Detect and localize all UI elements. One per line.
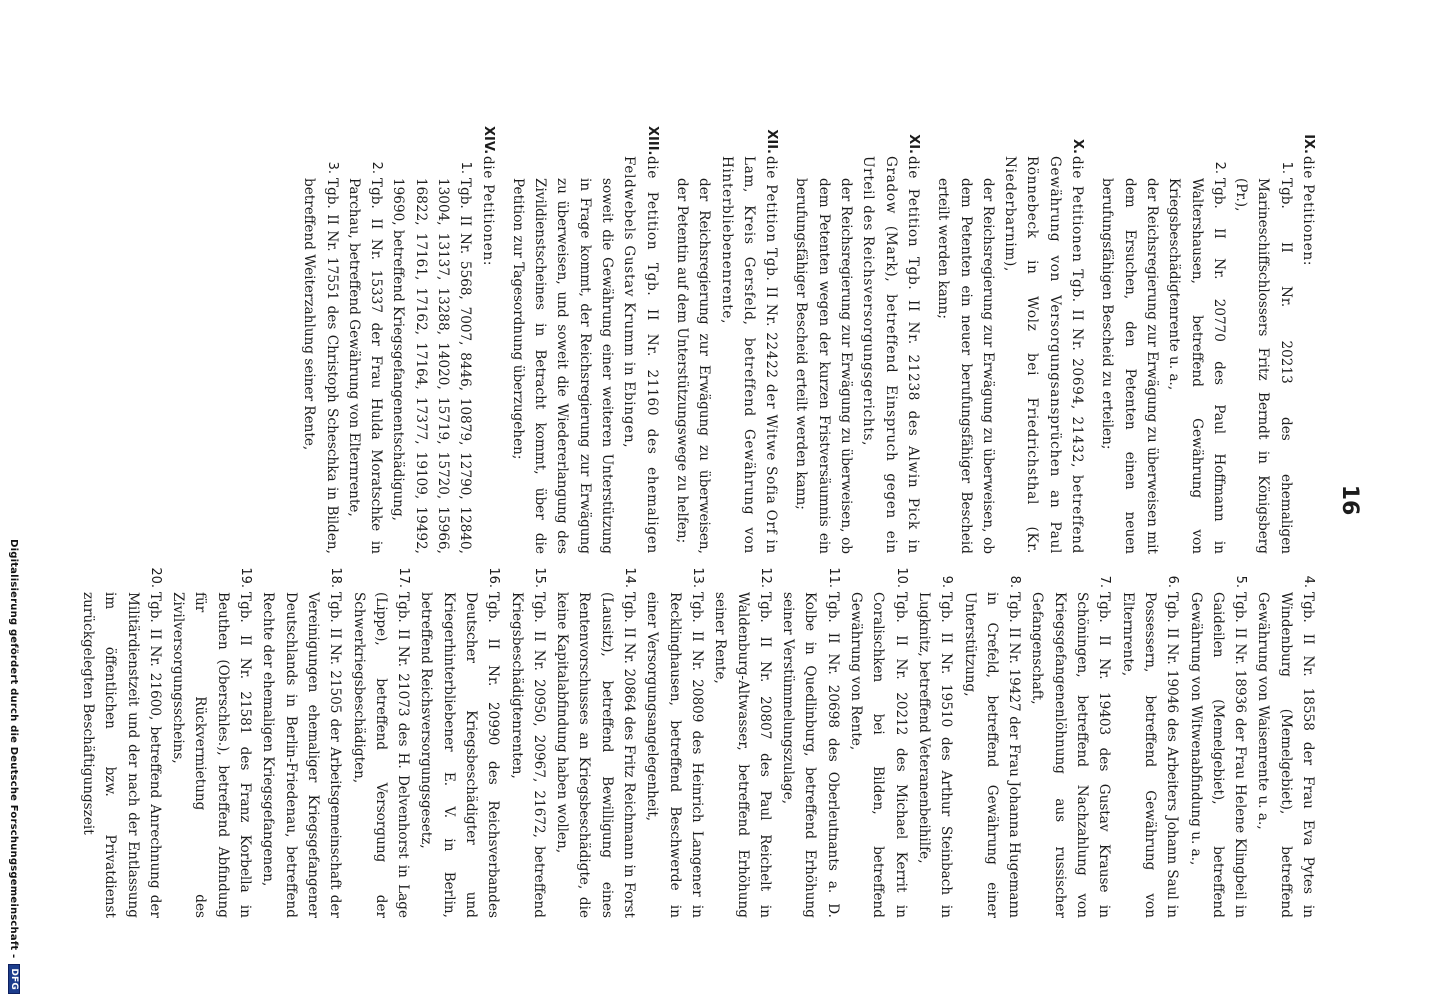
petition-entry	[777, 566, 844, 918]
entry-number: 7.	[1097, 575, 1113, 588]
entry-text: Tgb. II Nr. 19403 des Gustav Krause in Schöningen, betreffend Nachzahlung von Kriegsgefangenenlöhnung aus russischer Gefangenschaft,	[1029, 592, 1113, 918]
entry-text: Tgb. II Nr. 18558 der Frau Eva Pytes in Windenburg (Memelgebiet), betreffend Gewährung von Waisenrente u. a.,	[1255, 592, 1316, 918]
entry-number: 11.	[825, 567, 841, 588]
entry-number: 9.	[939, 575, 955, 588]
funding-text: Digitalisierung gefördert durch die Deutsche Forschungsgemeinschaft -	[8, 539, 20, 959]
entry-number: 6.	[1165, 575, 1181, 588]
section-lead: die Petition Tgb. II Nr. 22422 der Witwe Sofia Orf in Lam, Kreis Gersfeld, betreffend Gewährung von Hinterbliebenenrente,	[718, 156, 780, 554]
entry-text: Tgb. II Nr. 20698 des Oberleutnants a. D. Kolbe in Quedlinburg, betreffend Erhöhung seiner Verstümmelungszulage,	[780, 592, 841, 918]
petition-entry	[257, 566, 346, 918]
petition-entry	[1184, 566, 1251, 918]
section-4	[671, 126, 782, 554]
entry-number: 8.	[1007, 575, 1023, 588]
entry-text: Tgb. II Nr. 19046 des Arbeiters Johann Saul in Possessern, betreffend Gewährung von Elternrente,	[1119, 592, 1181, 918]
section-number: IX.	[1301, 134, 1316, 154]
section-1	[1096, 126, 1319, 554]
section-6	[298, 126, 499, 554]
entry-text: Tgb. II Nr. 20770 des Paul Hoffmann in Waltershausen, betreffend Gewährung von Kriegsbeschädigtenrente u. a.,	[1166, 178, 1227, 554]
entry-number: 2.	[1211, 161, 1227, 174]
resolution-text: der Reichsregierung zur Erwägung zu überweisen, ob dem Petenten ein neuer berufungsfähiger Bescheid erteilt werden kann;	[935, 178, 996, 554]
entry-number: 12.	[757, 567, 773, 588]
left-column	[290, 126, 1319, 554]
section-lead: die Petitionen Tgb. II Nr. 20694, 21432, betreffend Gewährung von Versorgungsansprüchen an Paul Rönnebeck in Wolz bei Friedrichsthal (Kr. Niederbarnim),	[1002, 156, 1086, 554]
entry-number: 3.	[324, 161, 340, 174]
section-5	[507, 126, 663, 554]
petition-entry	[167, 566, 256, 918]
petition-entry	[1163, 156, 1230, 554]
entry-text: Tgb. II Nr. 5568, 7007, 8446, 10879, 12790, 12840, 13004, 13137, 13288, 14020, 15719, 15720, 15966, 16822, 17161, 17162, 17164, 17377, 19109, 19492, 19690, betreffend Kriegsgefangenentschädigung,	[390, 178, 474, 554]
section-2	[932, 126, 1088, 554]
petition-entry	[958, 566, 1025, 918]
section-number: X.	[1070, 139, 1086, 154]
entry-text: Tgb. II Nr. 21073 des H. Delvenhorst in Lage (Lippe), betreffend Versorgung der Schwerkriegsbeschädigten,	[350, 592, 412, 918]
section-number: XII.	[764, 129, 780, 154]
petition-entry	[1116, 566, 1183, 918]
entry-text: Tgb. II Nr. 19427 der Frau Johanna Hugemann in Crefeld, betreffend Gewährung einer Unterstützung,	[961, 592, 1023, 918]
section-lead: die Petition Tgb. II Nr. 21238 des Alwin Pick in Gradow (Mark), betreffend Einspruch gegen ein Urteil des Reichsversorgungsgerichts,	[860, 156, 921, 554]
entry-number: 5.	[1233, 575, 1249, 588]
section-lead: die Petitionen:	[479, 156, 496, 267]
petition-entry	[347, 566, 414, 918]
resolution-text: der Reichsregierung zur Erwägung zu überweisen, der Petentin auf dem Unterstützungswege zu helfen;	[673, 178, 713, 554]
entry-number: 15.	[531, 567, 547, 588]
entry-text: Tgb. II Nr. 20864 des Fritz Reichmann in Forst (Lausitz), betreffend Bewilligung eines Rentenvorschusses an Kriegsbeschädigte, die keine Kapitalabfindung haben wollen,	[554, 592, 638, 918]
resolution-text: der Reichsregierung zur Erwägung zu überweisen, ob dem Petenten wegen der kurzen Fristversäumnis ein berufungsfähiger Bescheid erteilt werden kann;	[793, 178, 855, 554]
section-number: XIV.	[480, 126, 496, 155]
dfg-logo: DFG	[8, 964, 20, 994]
section-lead: die Petitionen:	[1300, 156, 1316, 267]
petition-entry	[298, 156, 343, 554]
entry-number: 19.	[238, 567, 254, 588]
resolution-text: der Reichsregierung zur Erwägung zu überweisen mit dem Ersuchen, den Petenten einen neuen berufungsfähigen Bescheid zu erteilen;	[1099, 178, 1160, 554]
petition-entry	[641, 566, 708, 918]
petition-entry	[343, 156, 388, 554]
entry-number: 2.	[369, 161, 385, 174]
entry-number: 10.	[893, 567, 909, 588]
entry-number: 18.	[328, 567, 344, 588]
entry-text: Tgb. II Nr. 20990 des Reichsverbandes Deutscher Kriegsbeschädigter und Kriegerhinterbliebener E. V. in Berlin, betreffend Reichsversorgungsgesetz,	[418, 592, 502, 918]
entry-number: 1.	[1278, 161, 1294, 174]
petition-entry	[551, 566, 640, 918]
petition-entry	[1252, 566, 1319, 918]
entry-text: Tgb. II Nr. 21600, betreffend Anrechnung der Militärdienstzeit und der nach der Entlassung im öffentlichen bzw. Privatdienst zurückgelegten Beschäftigungszeit	[79, 592, 163, 918]
entry-text: Tgb. II Nr. 21581 des Franz Korbella in Beuthen (Oberschles.), betreffend Abfindung für Rückvermietung des Zivilversorgungsscheins,	[170, 592, 254, 918]
entry-text: Tgb. II Nr. 19510 des Arthur Steinbach in Lugknitz, betreffend Veteranenbeihilfe,	[915, 592, 955, 918]
entry-text: Tgb. II Nr. 20807 des Paul Reichelt in Waldenburg-Altwasser, betreffend Erhöhung seiner Rente,	[712, 592, 773, 918]
entry-number: 14.	[622, 567, 638, 588]
entry-text: Tgb. II Nr. 20950, 20967, 21672, betreffend Kriegsbeschädigtenrenten,	[508, 592, 547, 918]
section-3	[790, 126, 924, 554]
petition-entry	[913, 566, 958, 918]
section-number: XIII.	[644, 126, 660, 156]
entry-text: Tgb. II Nr. 21505 der Arbeitsgemeinschaft der Vereinigungen ehemaliger Kriegsgefangener Deutschlands in Berlin-Friedenau, betreffend Rechte der ehemaligen Kriegsgefangenen,	[260, 592, 344, 918]
entry-text: Tgb. II Nr. 18936 der Frau Helene Klingbeil in Gaideilen (Memelgebiet), betreffend Gewährung von Witwenabfindung u. a.,	[1187, 592, 1249, 918]
entry-text: Tgb. II Nr. 17551 des Christoph Scheschka in Bilden, betreffend Weiterzahlung seiner Rente,	[301, 178, 340, 554]
petition-entry	[387, 156, 476, 554]
resolution-text: soweit die Gewährung einer weiteren Unterstützung in Frage kommt, der Reichsregierung zur Erwägung zu überweisen, und soweit die Wiedererlangung des Zivildienstscheines in Betracht kommt, über die Petition zur Tagesordnung überzugehen;	[509, 178, 616, 554]
entry-text: Tgb. II Nr. 15337 der Frau Hulda Moratschke in Parchau, betreffend Gewährung von Elternrente,	[345, 178, 385, 554]
right-column	[76, 566, 1319, 918]
petition-entry	[1230, 156, 1297, 554]
entry-text: Tgb. II Nr. 20809 des Heinrich Langener in Recklinghausen, betreffend Beschwerde in einer Versorgungsangelegenheit,	[644, 592, 705, 918]
page-number: 16	[1337, 484, 1362, 516]
entry-text: Tgb. II Nr. 20213 des ehemaligen Marineschiffschlossers Fritz Berndt in Königsberg (Pr.),	[1233, 178, 1294, 554]
entry-number: 17.	[396, 567, 412, 588]
petition-entry	[845, 566, 912, 918]
petition-entry	[77, 566, 166, 918]
petition-entry	[1026, 566, 1115, 918]
entry-number: 1.	[458, 161, 474, 174]
entry-text: Tgb. II Nr. 20212 des Michael Kerrit in Coralischken bei Bilden, betreffend Gewährung von Rente,	[848, 592, 909, 918]
entry-number: 13.	[689, 567, 705, 588]
petition-entry	[505, 566, 550, 918]
petition-entry	[709, 566, 776, 918]
petition-entry	[415, 566, 504, 918]
section-number: XI.	[905, 134, 921, 154]
entry-number: 20.	[147, 567, 163, 588]
entry-number: 4.	[1301, 575, 1316, 588]
entry-number: 16.	[486, 567, 502, 588]
funding-note	[0, 0, 28, 1000]
section-lead: die Petition Tgb. II Nr. 21160 des ehemaligen Feldwebels Gustav Krumm in Ebingen,	[621, 156, 660, 554]
